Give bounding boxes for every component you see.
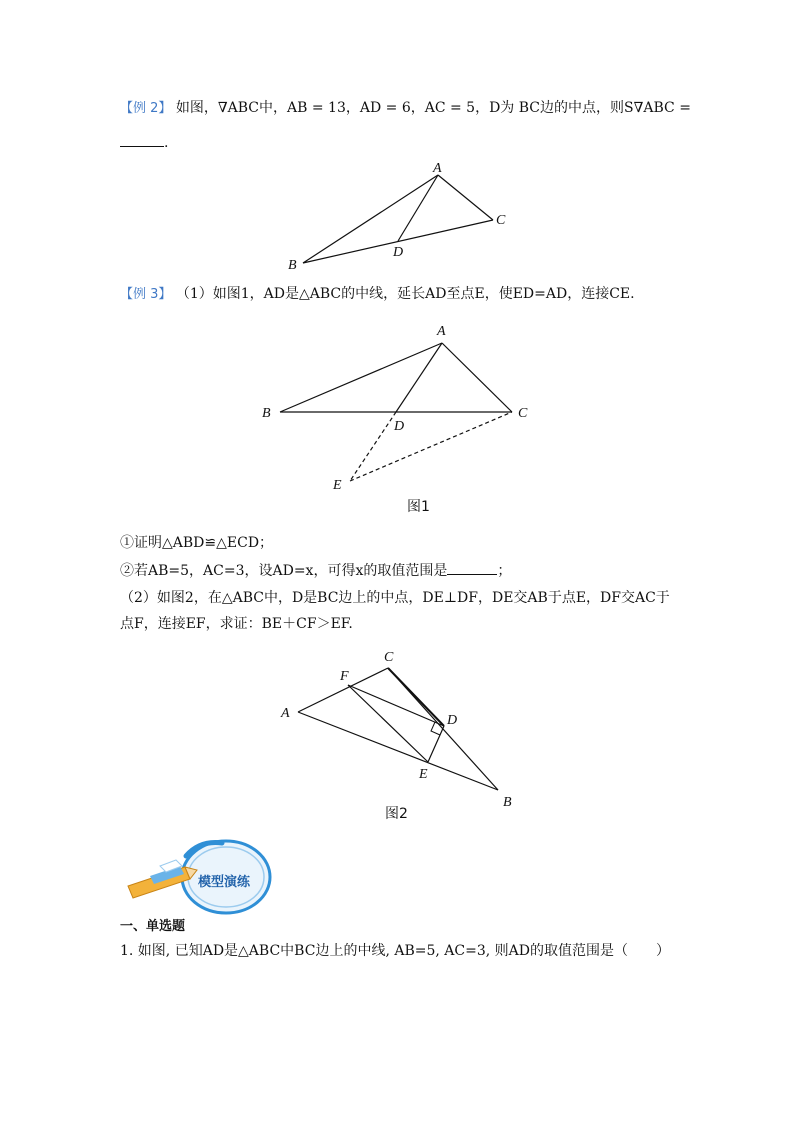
fig2-label-b: B [503,795,512,810]
fig2-label-e: E [419,767,428,782]
q1-text: ①证明△ABD≌△ECD； [120,535,274,551]
example2-tag: 【例 2】 [120,101,172,116]
fig2-caption: 图2 [385,806,408,822]
fig2-label-a: A [281,706,290,721]
badge-text: 模型演练 [198,875,251,890]
fig2-label-f: F [340,669,349,684]
fig-ex2-label-a: A [433,161,442,176]
example3-tag: 【例 3】 [120,287,172,302]
fig1-caption: 图1 [407,499,430,515]
section-heading: 一、单选题 [120,919,186,934]
fig-ex2-label-d: D [393,245,404,260]
fig1-label-b: B [262,406,271,421]
q2-tail: ； [497,563,512,579]
q2-text: ②若AB=5，AC=3，设AD=x，可得x的取值范围是 [120,563,448,579]
fig2-label-d: D [447,713,458,728]
part2-text-1: （2）如图2，在△ABC中，D是BC边上的中点，DE⊥DF，DE交AB于点E，DF交AC于 [120,590,670,606]
example3-part1: （1）如图1，AD是△ABC的中线，延长AD至点E，使ED=AD，连接CE. [175,286,635,302]
part2-text-2: 点F，连接EF，求证：BE＋CF＞EF. [120,616,353,632]
example2-tail: . [164,135,169,151]
question1-text: 1. 如图, 已知AD是△ABC中BC边上的中线, AB=5, AC=3, 则AD的取值范围是（ ） [120,943,670,959]
fig-ex2-label-b: B [288,258,297,273]
fig1-label-d: D [394,419,405,434]
question1-line [120,941,670,961]
fig1-label-c: C [518,406,528,421]
fig-ex2-label-c: C [496,213,506,228]
fig2-label-c: C [384,650,394,665]
fig1-label-a: A [437,324,446,339]
fig1-label-e: E [333,478,342,493]
example2-text: 如图，∇ABC中，AB = 13，AD = 6，AC = 5，D为 BC边的中点，则S∇ABC = [175,100,691,116]
